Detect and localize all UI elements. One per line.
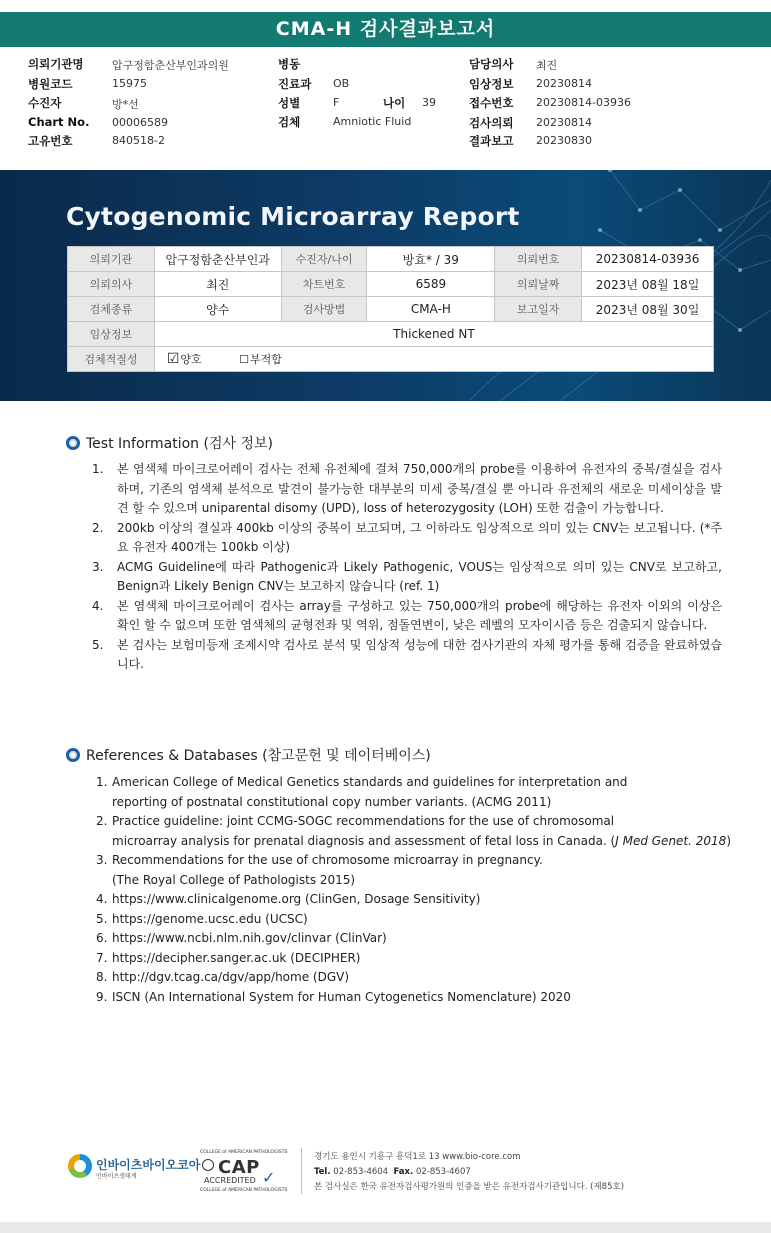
test-info-heading xyxy=(66,433,273,453)
specimen-value: 양수 xyxy=(154,297,281,322)
tel-value: 02-853-4604 xyxy=(333,1167,389,1177)
age-label: 나이 xyxy=(383,96,406,110)
item-text: Recommendations for the use of chromosome microarray in pregnancy. xyxy=(112,853,543,867)
chart-header: 차트번호 xyxy=(281,272,367,297)
item-link[interactable]: https://www.ncbi.nlm.nih.gov/clinvar (ClinVar) xyxy=(112,931,387,945)
doctor-header: 의뢰의사 xyxy=(68,272,155,297)
patient-age-value: 방효* / 39 xyxy=(367,247,495,272)
sex-value: F xyxy=(333,96,340,109)
item-text-cont: microarray analysis for prenatal diagnosis and assessment of fetal loss in Canada. ( xyxy=(112,833,616,848)
company-logo-icon xyxy=(68,1154,92,1178)
item-link[interactable]: http://dgv.tcag.ca/dgv/app/home (DGV) xyxy=(112,970,350,984)
institution-value: 압구정함춘산부인과 xyxy=(154,247,281,272)
method-header: 검사방법 xyxy=(281,297,367,322)
unchecked-box-icon: ☐ xyxy=(239,353,250,366)
list-item xyxy=(92,636,722,675)
section-bullet-icon xyxy=(66,748,80,762)
report-summary-table xyxy=(67,246,714,372)
cap-text: CAP xyxy=(218,1157,260,1178)
table-row xyxy=(68,247,714,272)
table-row xyxy=(68,347,714,372)
list-item xyxy=(96,851,736,890)
list-item[interactable] xyxy=(96,910,736,930)
doctor-value: 최진 xyxy=(154,272,281,297)
item-link[interactable]: https://www.clinicalgenome.org (ClinGen, Dosage Sensitivity) xyxy=(112,892,481,906)
item-number: 2. xyxy=(96,814,108,828)
receipt-label: 접수번호 xyxy=(469,96,514,110)
item-number: 1. xyxy=(96,775,108,789)
list-item xyxy=(92,558,722,597)
item-text-cont: reporting of postnatal constitutional copy number variants. (ACMG 2011) xyxy=(112,794,552,809)
item-text-end: ) xyxy=(726,833,731,848)
meta-info-block xyxy=(0,54,771,154)
company-subname: 인바이츠생태계 xyxy=(96,1173,137,1180)
list-item xyxy=(96,988,736,1008)
report-header xyxy=(0,0,771,48)
adequacy-bad-label: 부적합 xyxy=(250,353,282,366)
dept-label: 진료과 xyxy=(278,77,312,91)
checked-box-icon: ☑ xyxy=(166,351,180,367)
tel-label: Tel. xyxy=(314,1167,331,1177)
hospital-label: 의뢰기관명 xyxy=(28,57,84,71)
item-text: 본 염색체 마이크로어레이 검사는 전체 유전체에 걸쳐 750,000개의 probe를 이용하여 유전자의 중복/결실을 검사하며, 기존의 염색체 분석으로 발견이 불가능한 대부분의 미세 중복/결실 뿐 아니라 유전체의 새로운 미세이상을 발견 할 수 있으며 uniparental disomy (UPD), loss of heterozygosity (LOH) 또한 검출이 가능합니다. xyxy=(117,462,722,515)
fax-value: 02-853-4607 xyxy=(415,1167,471,1177)
report-value: 20230830 xyxy=(536,134,592,147)
item-number: 2. xyxy=(92,520,104,535)
references-list xyxy=(96,773,736,1007)
test-info-title: Test Information (검사 정보) xyxy=(86,436,273,452)
hospital-value: 압구정함춘산부인과의원 xyxy=(112,59,229,72)
item-number: 3. xyxy=(92,559,104,574)
item-text: Practice guideline: joint CCMG-SOGC recommendations for the use of chromosomal xyxy=(112,814,615,828)
req-date-header: 의뢰날짜 xyxy=(495,272,582,297)
test-info-list xyxy=(92,460,722,675)
footer-phone-fax xyxy=(314,1165,624,1180)
doctor-value: 최진 xyxy=(536,59,558,72)
hospital-code-value: 15975 xyxy=(112,77,147,90)
age-value: 39 xyxy=(422,96,436,109)
section-bullet-icon xyxy=(66,436,80,450)
cap-bottom-text: COLLEGE of AMERICAN PATHOLOGISTS xyxy=(200,1188,288,1193)
sex-label: 성별 xyxy=(278,96,301,110)
item-text: 본 검사는 보험미등재 조제시약 검사로 분석 및 임상적 성능에 대한 검사기관의 자체 평가를 통해 검증을 완료하였습니다. xyxy=(117,637,722,671)
list-item xyxy=(96,773,736,812)
list-item[interactable] xyxy=(96,968,736,988)
request-value: 20230814 xyxy=(536,116,592,129)
list-item xyxy=(96,812,736,851)
cap-top-text: COLLEGE of AMERICAN PATHOLOGISTS xyxy=(200,1150,288,1155)
report-title: Cytogenomic Microarray Report xyxy=(66,202,520,231)
clinical-value: Thickened NT xyxy=(154,322,713,347)
receipt-value: 20230814-03936 xyxy=(536,96,631,109)
item-number: 3. xyxy=(96,853,108,867)
journal-citation: J Med Genet. 2018 xyxy=(615,833,727,848)
list-item xyxy=(92,597,722,636)
request-label: 검사의뢰 xyxy=(469,116,514,130)
dept-value: OB xyxy=(333,77,350,90)
patient-age-header: 수진자/나이 xyxy=(281,247,367,272)
item-text: ACMG Guideline에 따라 Pathogenic과 Likely Pathogenic, VOUS는 임상적으로 의미 있는 CNV로 보고하고, Benign과 Likely Benign CNV는 보고하지 않습니다 (ref. 1) xyxy=(117,559,722,593)
cap-accredited-logo xyxy=(200,1150,286,1194)
hospital-code-label: 병원코드 xyxy=(28,77,73,91)
ward-label: 병동 xyxy=(278,57,301,71)
item-number: 6. xyxy=(96,931,108,945)
adequacy-good-option[interactable] xyxy=(167,353,202,366)
item-number: 4. xyxy=(96,892,108,906)
patient-label: 수진자 xyxy=(28,96,62,110)
adequacy-good-label: 양호 xyxy=(180,353,202,366)
item-link[interactable]: https://genome.ucsc.edu (UCSC) xyxy=(112,911,308,926)
references-title: References & Databases (참고문헌 및 데이터베이스) xyxy=(86,748,431,764)
adequacy-bad-option[interactable] xyxy=(239,353,282,366)
unique-value: 840518-2 xyxy=(112,134,165,147)
item-number: 7. xyxy=(96,950,108,965)
item-text-cont: (The Royal College of Pathologists 2015) xyxy=(112,872,356,887)
list-item[interactable] xyxy=(96,890,736,910)
patient-value: 방*선 xyxy=(112,98,139,111)
table-row xyxy=(68,322,714,347)
unique-label: 고유번호 xyxy=(28,134,73,148)
chart-label: Chart No. xyxy=(28,115,90,129)
item-number: 8. xyxy=(96,970,108,984)
cap-accredited-text: ACCREDITED xyxy=(204,1176,256,1185)
chart-value: 6589 xyxy=(367,272,495,297)
report-date-header: 보고일자 xyxy=(495,297,582,322)
clinical-label: 임상정보 xyxy=(469,77,514,91)
checkmark-icon: ✓ xyxy=(262,1168,276,1187)
item-text: 본 염색체 마이크로어레이 검사는 array를 구성하고 있는 750,000개의 probe에 해당하는 유전자 이외의 이상은 확인 할 수 없으며 또한 염색체의 균형전좌 및 역위, 점돌연변이, 낮은 레벨의 모자이시즘 등은 검출되지 않습니다. xyxy=(117,598,722,632)
req-no-header: 의뢰번호 xyxy=(495,247,582,272)
clinical-value: 20230814 xyxy=(536,77,592,90)
page-footer xyxy=(0,1148,771,1208)
adequacy-header: 검체적절성 xyxy=(68,347,155,372)
item-number: 1. xyxy=(92,462,104,476)
report-banner xyxy=(0,170,771,401)
clinical-header: 임상정보 xyxy=(68,322,155,347)
item-number: 5. xyxy=(96,911,108,926)
specimen-header: 검체종류 xyxy=(68,297,155,322)
list-item[interactable] xyxy=(96,929,736,949)
footer-address: 경기도 용인시 기흥구 흥덕1로 13 www.bio-core.com xyxy=(314,1152,521,1162)
item-number: 9. xyxy=(96,989,108,1004)
globe-icon xyxy=(202,1159,214,1171)
report-header-title: CMA-H 검사결과보고서 xyxy=(0,12,771,47)
item-text: ISCN (An International System for Human Cytogenetics Nomenclature) 2020 xyxy=(112,989,571,1004)
table-row xyxy=(68,272,714,297)
method-value: CMA-H xyxy=(367,297,495,322)
list-item[interactable] xyxy=(96,949,736,969)
doctor-label: 담당의사 xyxy=(469,57,514,71)
item-link[interactable]: https://decipher.sanger.ac.uk (DECIPHER) xyxy=(112,950,361,965)
req-no-value: 20230814-03936 xyxy=(582,247,714,272)
item-number: 5. xyxy=(92,637,104,652)
footer-divider xyxy=(301,1148,302,1194)
item-text: American College of Medical Genetics standards and guidelines for interpretation and xyxy=(112,775,628,789)
footer-contact-info xyxy=(314,1150,624,1195)
adequacy-options xyxy=(154,347,713,372)
report-date-value: 2023년 08월 30일 xyxy=(582,297,714,322)
table-row xyxy=(68,297,714,322)
report-label: 결과보고 xyxy=(469,134,514,148)
company-name: 인바이츠바이오코아 xyxy=(96,1158,201,1172)
req-date-value: 2023년 08월 18일 xyxy=(582,272,714,297)
references-heading xyxy=(66,745,431,765)
institution-header: 의뢰기관 xyxy=(68,247,155,272)
item-text: 200kb 이상의 결실과 400kb 이상의 중복이 보고되며, 그 이하라도 임상적으로 의미 있는 CNV는 보고됩니다. (*주요 유전자 400개는 100kb 이상) xyxy=(117,520,722,554)
list-item xyxy=(92,519,722,558)
company-logo xyxy=(68,1152,201,1182)
bottom-strip xyxy=(0,1222,771,1233)
chart-value: 00006589 xyxy=(112,116,168,129)
footer-notice: 본 검사실은 한국 유전자검사평가원의 인증을 받은 유전자검사기관입니다. (제85호) xyxy=(314,1182,625,1192)
specimen-label: 검체 xyxy=(278,115,301,129)
list-item xyxy=(92,460,722,519)
item-number: 4. xyxy=(92,598,104,613)
specimen-value: Amniotic Fluid xyxy=(333,115,412,128)
fax-label: Fax. xyxy=(393,1167,414,1177)
